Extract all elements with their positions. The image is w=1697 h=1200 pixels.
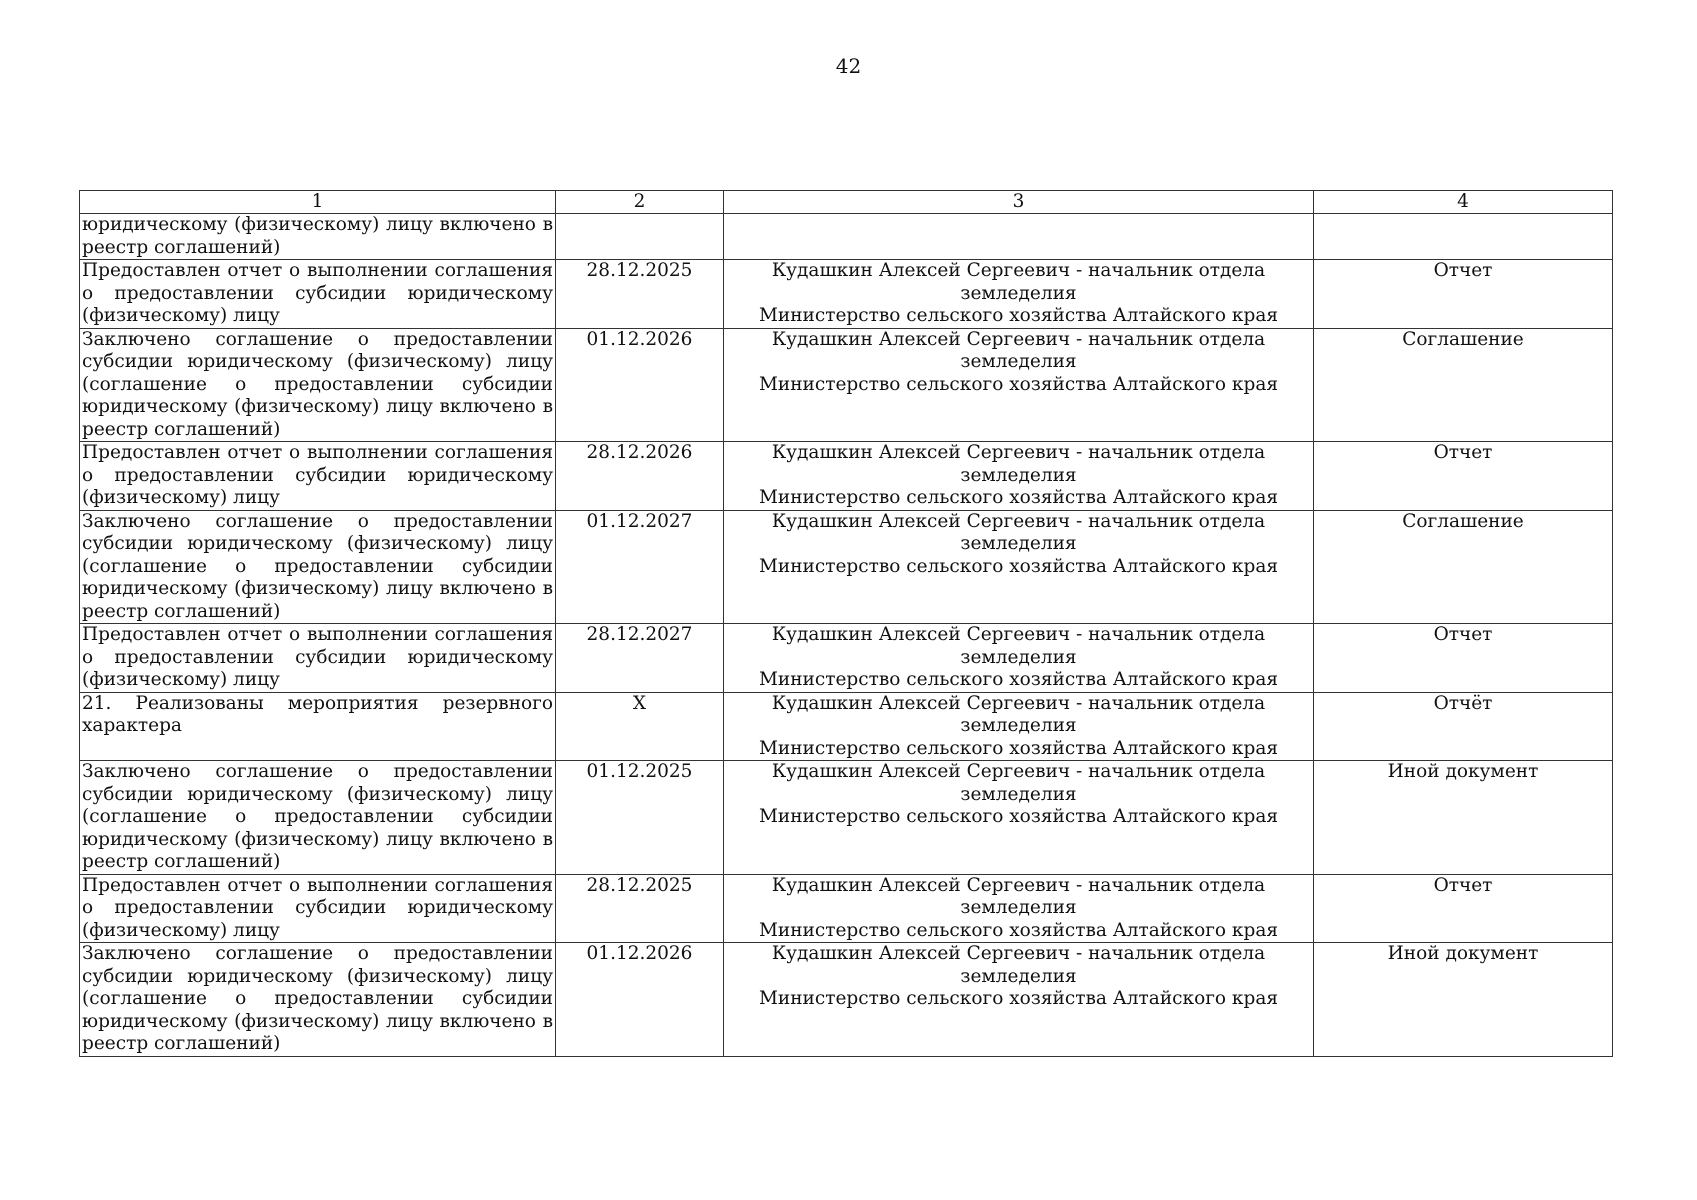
event-description: Предоставлен отчет о выполнении соглашения о предоставлении субсидии юридическому (физическому) лицу [80,442,556,511]
table-row [80,943,1613,1057]
table-row [80,260,1613,329]
document-type [1314,214,1613,260]
responsible-person [724,761,1314,875]
responsible-line: Кудашкин Алексей Сергеевич - начальник отдела [771,943,1266,964]
responsible-line: Министерство сельского хозяйства Алтайского края [758,305,1279,326]
responsible-line: Кудашкин Алексей Сергеевич - начальник отдела [771,442,1266,463]
document-type: Отчет [1314,260,1613,329]
responsible-line: Кудашкин Алексей Сергеевич - начальник отдела [771,874,1266,896]
responsible-line: Кудашкин Алексей Сергеевич - начальник отдела [771,510,1266,532]
responsible-line: Министерство сельского хозяйства Алтайского края [758,487,1279,508]
document-type: Иной документ [1314,943,1613,1057]
deadline-date: 01.12.2026 [556,943,724,1057]
responsible-person [724,328,1314,442]
responsible-person [724,624,1314,693]
responsible-line: Министерство сельского хозяйства Алтайского края [758,373,1279,395]
document-type: Отчёт [1314,692,1613,761]
responsible-line: земледелия [960,351,1077,372]
deadline-date: 01.12.2027 [556,510,724,624]
deadline-date: 28.12.2025 [556,260,724,329]
table-row [80,692,1613,761]
document-type: Иной документ [1314,761,1613,875]
event-description: 21. Реализованы мероприятия резервного характера [80,692,556,761]
table-row [80,510,1613,624]
document-type: Отчет [1314,442,1613,511]
document-type: Соглашение [1314,328,1613,442]
event-description: Заключено соглашение о предоставлении субсидии юридическому (физическому) лицу (соглашение о предоставлении субсидии юридическому (физическому) лицу включено в реестр соглашений) [80,328,556,442]
header-cell-4: 4 [1314,191,1613,214]
responsible-line: Министерство сельского хозяйства Алтайского края [758,669,1279,690]
event-description: Заключено соглашение о предоставлении субсидии юридическому (физическому) лицу (соглашение о предоставлении субсидии юридическому (физическому) лицу включено в реестр соглашений) [80,510,556,624]
table-row [80,761,1613,875]
responsible-line: земледелия [960,533,1077,554]
responsible-line: Министерство сельского хозяйства Алтайского края [758,919,1279,941]
event-description: Предоставлен отчет о выполнении соглашения о предоставлении субсидии юридическому (физическому) лицу [80,624,556,693]
responsible-person [724,692,1314,761]
responsible-line: Кудашкин Алексей Сергеевич - начальник отдела [771,624,1266,645]
responsible-line: земледелия [960,282,1077,304]
event-description: Заключено соглашение о предоставлении субсидии юридическому (физическому) лицу (соглашение о предоставлении субсидии юридическому (физическому) лицу включено в реестр соглашений) [80,943,556,1057]
responsible-line: Министерство сельского хозяйства Алтайского края [758,555,1279,577]
deadline-date [556,214,724,260]
responsible-line: Министерство сельского хозяйства Алтайского края [758,737,1279,759]
header-cell-2: 2 [556,191,724,214]
table-row [80,442,1613,511]
responsible-person [724,874,1314,943]
responsible-line: земледелия [960,715,1077,736]
responsible-line: Кудашкин Алексей Сергеевич - начальник отдела [771,692,1266,714]
responsible-line: Кудашкин Алексей Сергеевич - начальник отдела [771,761,1266,782]
event-description: юридическому (физическому) лицу включено в реестр соглашений) [80,214,556,260]
responsible-line: земледелия [960,965,1077,987]
header-row [80,191,1613,214]
responsible-line: земледелия [960,464,1077,486]
plan-table [79,190,1613,1057]
responsible-line: земледелия [960,897,1077,918]
responsible-person [724,442,1314,511]
deadline-date: Х [556,692,724,761]
table-row [80,214,1613,260]
event-description: Предоставлен отчет о выполнении соглашения о предоставлении субсидии юридическому (физическому) лицу [80,874,556,943]
responsible-line: земледелия [960,646,1077,668]
document-type: Соглашение [1314,510,1613,624]
table-row [80,874,1613,943]
header-cell-1: 1 [80,191,556,214]
responsible-line: Министерство сельского хозяйства Алтайского края [758,806,1279,827]
deadline-date: 01.12.2026 [556,328,724,442]
responsible-person [724,260,1314,329]
deadline-date: 28.12.2026 [556,442,724,511]
deadline-date: 28.12.2025 [556,874,724,943]
table-body [80,214,1613,1057]
responsible-line: земледелия [960,783,1077,805]
responsible-line: Кудашкин Алексей Сергеевич - начальник отдела [771,260,1266,281]
header-cell-3: 3 [724,191,1314,214]
table-row [80,328,1613,442]
event-description: Заключено соглашение о предоставлении субсидии юридическому (физическому) лицу (соглашение о предоставлении субсидии юридическому (физическому) лицу включено в реестр соглашений) [80,761,556,875]
page-number: 42 [835,54,862,78]
responsible-person [724,510,1314,624]
document-type: Отчет [1314,874,1613,943]
table-row [80,624,1613,693]
deadline-date: 28.12.2027 [556,624,724,693]
responsible-line: Кудашкин Алексей Сергеевич - начальник отдела [771,328,1266,350]
event-description: Предоставлен отчет о выполнении соглашения о предоставлении субсидии юридическому (физическому) лицу [80,260,556,329]
responsible-line: Министерство сельского хозяйства Алтайского края [758,988,1279,1009]
deadline-date: 01.12.2025 [556,761,724,875]
responsible-person [724,214,1314,260]
responsible-person [724,943,1314,1057]
document-type: Отчет [1314,624,1613,693]
